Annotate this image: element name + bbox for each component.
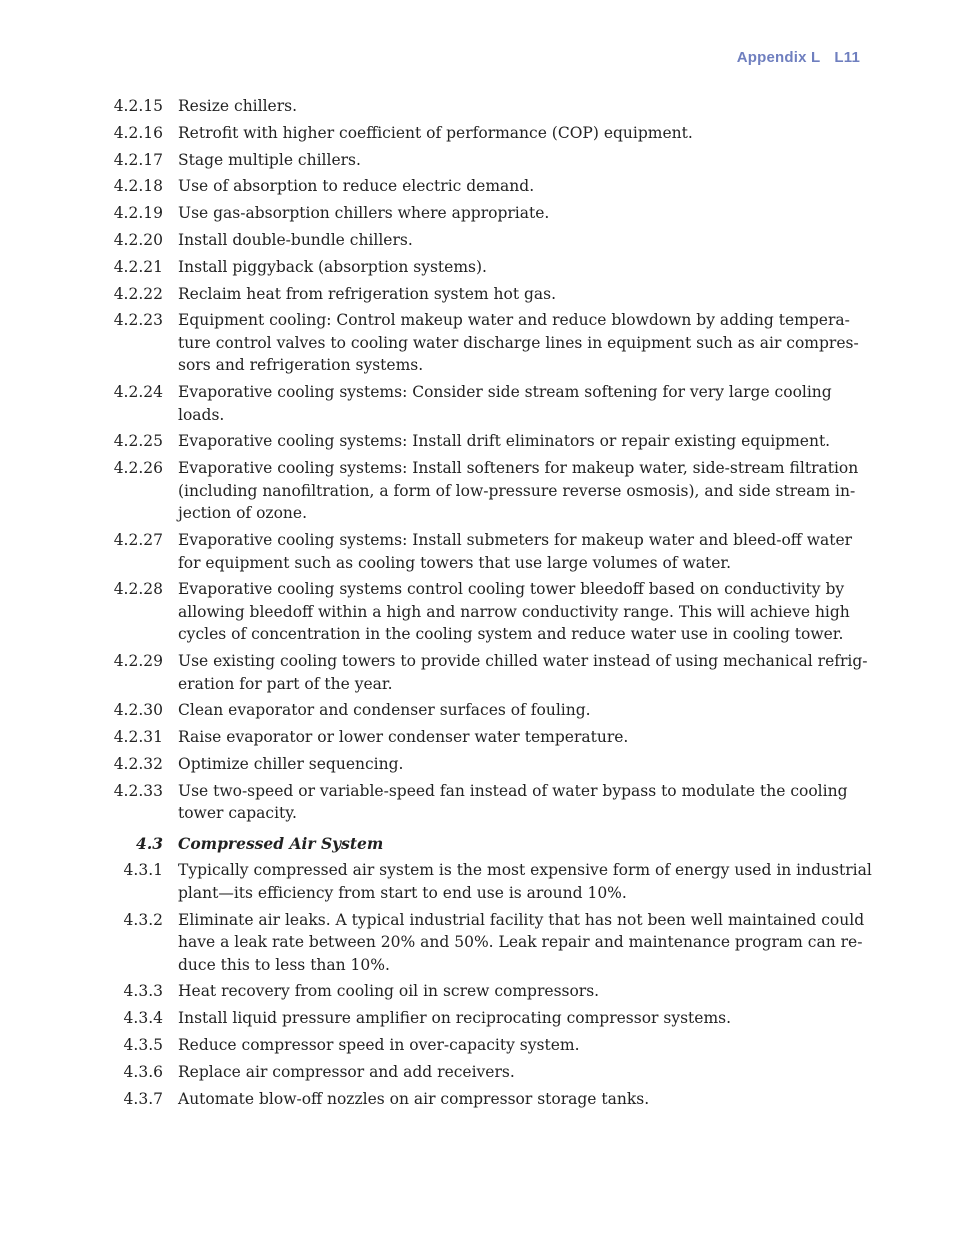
item-number: 4.2.24 <box>113 383 163 402</box>
item-text-line: Clean evaporator and condenser surfaces of fouling. <box>178 701 591 720</box>
item-text <box>178 256 851 279</box>
item-number: 4.3.6 <box>123 1062 163 1081</box>
item-text <box>178 122 851 145</box>
item-text <box>178 780 851 825</box>
item-number: 4.3.3 <box>123 982 163 1001</box>
list-item <box>0 175 954 198</box>
running-header <box>737 49 860 66</box>
item-text-line: have a leak rate between 20% and 50%. Leak repair and maintenance program can re- <box>178 933 863 952</box>
item-text <box>178 1088 851 1111</box>
item-number: 4.2.27 <box>113 531 163 550</box>
item-number: 4.2.18 <box>113 177 163 196</box>
item-number: 4.2.25 <box>113 432 163 451</box>
item-text <box>178 1061 851 1084</box>
item-number: 4.2.28 <box>113 580 163 599</box>
page-body <box>0 95 954 1114</box>
item-number: 4.2.21 <box>113 257 163 276</box>
item-text-line: cycles of concentration in the cooling system and reduce water use in cooling tower. <box>178 625 844 644</box>
item-text-line: Retrofit with higher coefficient of performance (COP) equipment. <box>178 123 693 142</box>
item-text-line: Install liquid pressure amplifier on reciprocating compressor systems. <box>178 1009 732 1028</box>
item-text <box>178 650 868 695</box>
item-number: 4.2.32 <box>113 755 163 774</box>
item-number: 4.2.22 <box>113 284 163 303</box>
item-text-line: Use existing cooling towers to provide chilled water instead of using mechanical refrig- <box>178 652 868 671</box>
item-text <box>178 95 851 118</box>
item-text-line: Equipment cooling: Control makeup water and reduce blowdown by adding tempera- <box>178 311 850 330</box>
item-text-line: Heat recovery from cooling oil in screw compressors. <box>178 982 600 1001</box>
item-text-line: sors and refrigeration systems. <box>178 356 424 375</box>
item-text-line: Use of absorption to reduce electric demand. <box>178 177 535 196</box>
list-item <box>0 726 954 749</box>
item-text-line: Raise evaporator or lower condenser water temperature. <box>178 728 629 747</box>
item-text <box>178 430 851 453</box>
list-item <box>0 578 954 646</box>
item-number: 4.3.2 <box>123 910 163 929</box>
item-text-line: Eliminate air leaks. A typical industrial facility that has not been well maintained could <box>178 910 865 929</box>
item-text-line: Stage multiple chillers. <box>178 150 361 169</box>
item-text <box>178 309 859 377</box>
item-text-line: duce this to less than 10%. <box>178 955 390 974</box>
item-text <box>178 909 865 977</box>
list-item <box>0 753 954 776</box>
item-text <box>178 149 851 172</box>
item-text <box>178 1034 851 1057</box>
list-item <box>0 149 954 172</box>
item-number: 4.3.1 <box>123 861 163 880</box>
list-item <box>0 1061 954 1084</box>
item-text <box>178 859 872 904</box>
page-number: L11 <box>834 49 860 66</box>
item-text-line: Reduce compressor speed in over-capacity system. <box>178 1036 580 1055</box>
item-text <box>178 202 851 225</box>
item-text-line: Typically compressed air system is the most expensive form of energy used in industrial <box>178 861 872 880</box>
item-number: 4.2.17 <box>113 150 163 169</box>
list-item <box>0 859 954 904</box>
item-text <box>178 699 851 722</box>
item-number: 4.2.23 <box>113 311 163 330</box>
item-text-line: for equipment such as cooling towers that use large volumes of water. <box>178 553 731 572</box>
list-item <box>0 909 954 977</box>
item-number: 4.3.4 <box>123 1009 163 1028</box>
item-text <box>178 726 851 749</box>
item-text-line: Automate blow-off nozzles on air compressor storage tanks. <box>178 1089 650 1108</box>
item-number: 4.3.5 <box>123 1036 163 1055</box>
item-text-line: Use two-speed or variable-speed fan instead of water bypass to modulate the cooling <box>178 781 848 800</box>
item-number: 4.2.31 <box>113 728 163 747</box>
item-text-line: allowing bleedoff within a high and narrow conductivity range. This will achieve high <box>178 602 850 621</box>
list-item <box>0 95 954 118</box>
section-heading <box>0 833 954 856</box>
item-text <box>178 1007 851 1030</box>
item-text-line: tower capacity. <box>178 804 297 823</box>
item-text-line: Optimize chiller sequencing. <box>178 755 404 774</box>
item-text-line: Resize chillers. <box>178 97 298 115</box>
item-number: 4.2.19 <box>113 204 163 223</box>
list-item <box>0 1007 954 1030</box>
item-number: 4.2.26 <box>113 459 163 478</box>
item-text-line: Replace air compressor and add receivers. <box>178 1062 515 1081</box>
item-text <box>178 578 851 646</box>
item-number: 4.2.20 <box>113 230 163 249</box>
item-number: 4.2.30 <box>113 701 163 720</box>
list-item <box>0 529 954 574</box>
item-text-line: Evaporative cooling systems: Consider side stream softening for very large cooling <box>178 383 832 402</box>
list-item <box>0 430 954 453</box>
item-text <box>178 229 851 252</box>
list-item <box>0 202 954 225</box>
list-item <box>0 457 954 525</box>
section-title: Compressed Air System <box>178 833 384 853</box>
list-item <box>0 699 954 722</box>
item-text-line: plant—its efficiency from start to end use is around 10%. <box>178 883 627 902</box>
list-item <box>0 283 954 306</box>
item-text-line: eration for part of the year. <box>178 674 393 693</box>
item-number: 4.2.16 <box>113 123 163 142</box>
item-text-line: Use gas-absorption chillers where appropriate. <box>178 204 550 223</box>
list-item <box>0 650 954 695</box>
list-section-4-2 <box>0 95 954 825</box>
list-item <box>0 780 954 825</box>
header-label: Appendix L <box>736 49 821 66</box>
item-number: 4.2.29 <box>113 652 163 671</box>
item-text-line: Evaporative cooling systems: Install softeners for makeup water, side-stream filtration <box>178 459 859 478</box>
item-text-line: Install piggyback (absorption systems). <box>178 257 487 276</box>
item-text <box>178 457 859 525</box>
item-text-line: Evaporative cooling systems: Install drift eliminators or repair existing equipment. <box>178 432 831 451</box>
item-text-line: jection of ozone. <box>178 504 307 523</box>
item-text-line: Evaporative cooling systems: Install submeters for makeup water and bleed-off water <box>178 531 853 550</box>
item-text <box>178 283 851 306</box>
item-text <box>178 980 851 1003</box>
list-item <box>0 1088 954 1111</box>
item-number: 4.3.7 <box>123 1089 163 1108</box>
list-item <box>0 309 954 377</box>
section-number: 4.3 <box>136 833 163 853</box>
list-item <box>0 229 954 252</box>
item-number: 4.2.15 <box>113 97 163 115</box>
list-item <box>0 256 954 279</box>
item-text-line: loads. <box>178 405 225 424</box>
list-item <box>0 980 954 1003</box>
list-item <box>0 122 954 145</box>
item-text-line: Reclaim heat from refrigeration system hot gas. <box>178 284 557 303</box>
item-number: 4.2.33 <box>113 781 163 800</box>
list-item <box>0 1034 954 1057</box>
item-text <box>178 529 851 574</box>
item-text-line: (including nanofiltration, a form of low-pressure reverse osmosis), and side stream in- <box>178 481 856 500</box>
item-text-line: ture control valves to cooling water discharge lines in equipment such as air compres- <box>178 333 859 352</box>
list-section-4-3 <box>0 859 954 1110</box>
item-text <box>178 753 851 776</box>
item-text <box>178 175 851 198</box>
item-text <box>178 381 851 426</box>
item-text-line: Evaporative cooling systems control cooling tower bleedoff based on conductivity by <box>178 580 845 599</box>
item-text-line: Install double-bundle chillers. <box>178 230 413 249</box>
list-item <box>0 381 954 426</box>
